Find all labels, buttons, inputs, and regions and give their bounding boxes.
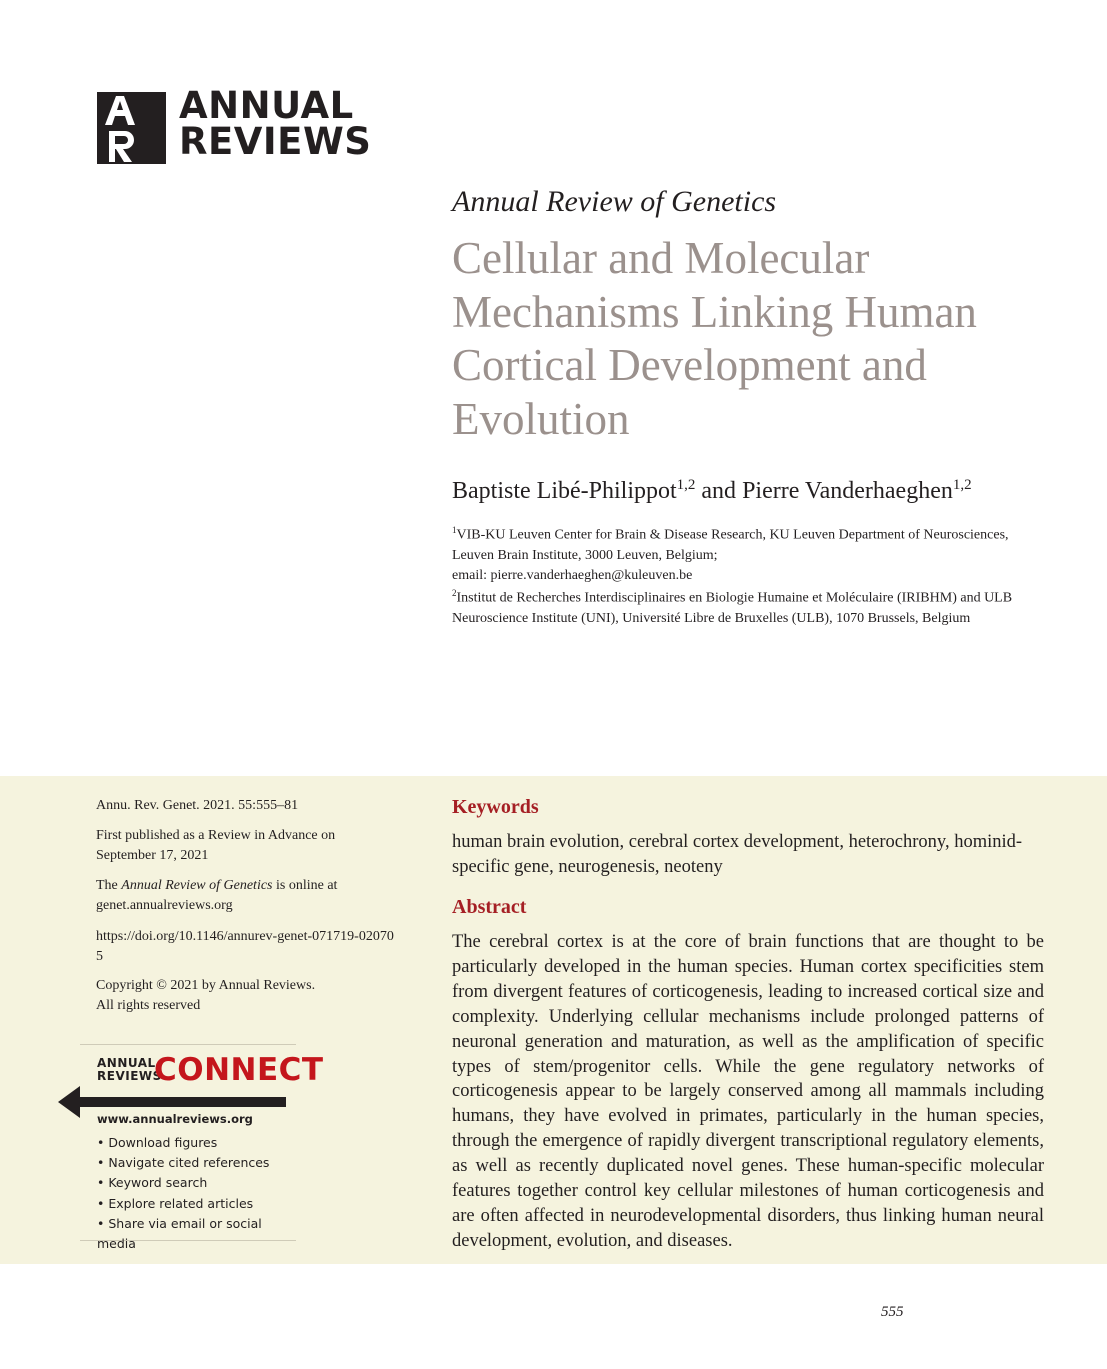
ar-logo-icon bbox=[97, 92, 166, 164]
online-note bbox=[96, 876, 366, 915]
connect-url[interactable]: www.annualreviews.org bbox=[97, 1112, 253, 1126]
abstract-heading: Abstract bbox=[452, 896, 527, 918]
abstract-text: The cerebral cortex is at the core of brain functions that are thought to be particularly developed in the human species. Human cortex specificities stem from divergent features of corticogenesis, leading to increased cortical size and complexity. Underlying cellular mechanisms include prolonged patterns of neuronal generation and maturation, as well as the amplification of specific types of stem/progenitor cells. While the gene regulatory networks of corticogenesis appear to be largely conserved among all mammals including humans, they have evolved in primates, particularly in the human species, through the emergence of rapidly divergent transcriptional regulatory elements, as well as recently duplicated novel genes. These human-specific molecular features together control key cellular milestones of human corticogenesis and are often affected in neurodevelopmental disorders, thus linking human neural development, evolution, and diseases. bbox=[452, 932, 1044, 1251]
affiliation-2 bbox=[452, 583, 1052, 629]
author-1: Baptiste Libé-Philippot bbox=[452, 478, 677, 504]
online-pre: The bbox=[96, 878, 122, 893]
connect-ar-line-1: ANNUAL bbox=[97, 1056, 156, 1070]
published-note: First published as a Review in Advance on September 17, 2021 bbox=[96, 828, 336, 863]
online-post: is online at genet.annualreviews.org bbox=[96, 878, 338, 913]
list-item: • Keyword search bbox=[97, 1173, 296, 1193]
page-number: 555 bbox=[881, 1304, 904, 1320]
list-item: • Download figures bbox=[97, 1133, 296, 1153]
keywords-text: human brain evolution, cerebral cortex development, heterochrony, hominid-specific gene, neurogenesis, neoteny bbox=[452, 832, 1023, 877]
author-2: Pierre Vanderhaeghen bbox=[742, 478, 953, 504]
affiliation-1 bbox=[452, 520, 1052, 586]
author-2-affil: 1,2 bbox=[952, 477, 972, 493]
logo-line-1: ANNUAL bbox=[179, 84, 354, 127]
citation: Annu. Rev. Genet. 2021. 55:555–81 bbox=[96, 798, 299, 813]
list-item: • Explore related articles bbox=[97, 1194, 296, 1214]
connect-ar-line-2: REVIEWS bbox=[97, 1069, 162, 1083]
connect-feature-list bbox=[97, 1133, 296, 1254]
rights-line: All rights reserved bbox=[96, 997, 201, 1013]
author-1-affil: 1,2 bbox=[676, 477, 696, 493]
doi-link[interactable]: https://doi.org/10.1146/annurev-genet-071719-020705 bbox=[96, 929, 394, 964]
affiliation-2-text: Institut de Recherches Interdisciplinaires en Biologie Humaine et Moléculaire (IRIBHM) and ULB Neuroscience Institute (UNI), Université Libre de Bruxelles (ULB), 1070 Brussels, Belgium bbox=[452, 590, 1013, 626]
connect-ar-label bbox=[97, 1057, 162, 1083]
list-item: • Share via email or social media bbox=[97, 1214, 296, 1254]
affiliation-1-text: VIB-KU Leuven Center for Brain & Disease Research, KU Leuven Department of Neurosciences, Leuven Brain Institute, 3000 Leuven, Belgium; bbox=[452, 527, 1009, 563]
author-list bbox=[452, 477, 1072, 505]
copyright bbox=[96, 976, 396, 1015]
annual-reviews-logo bbox=[97, 84, 372, 166]
copyright-line: Copyright © 2021 by Annual Reviews. bbox=[96, 978, 316, 993]
keywords-heading: Keywords bbox=[452, 796, 539, 818]
list-item: • Navigate cited references bbox=[97, 1153, 296, 1173]
connect-word: CONNECT bbox=[154, 1052, 324, 1088]
logo-line-2: REVIEWS bbox=[179, 120, 372, 163]
affiliation-email[interactable]: email: pierre.vanderhaeghen@kuleuven.be bbox=[452, 567, 693, 583]
affiliation-2-num: 2 bbox=[452, 588, 457, 598]
journal-name: Annual Review of Genetics bbox=[452, 185, 777, 218]
affiliation-1-num: 1 bbox=[452, 525, 457, 535]
online-journal: Annual Review of Genetics bbox=[121, 878, 273, 893]
article-title: Cellular and Molecular Mechanisms Linking Human Cortical Development and Evolution bbox=[452, 233, 977, 444]
annual-reviews-connect[interactable] bbox=[80, 1044, 324, 1252]
author-conj: and bbox=[695, 478, 743, 504]
